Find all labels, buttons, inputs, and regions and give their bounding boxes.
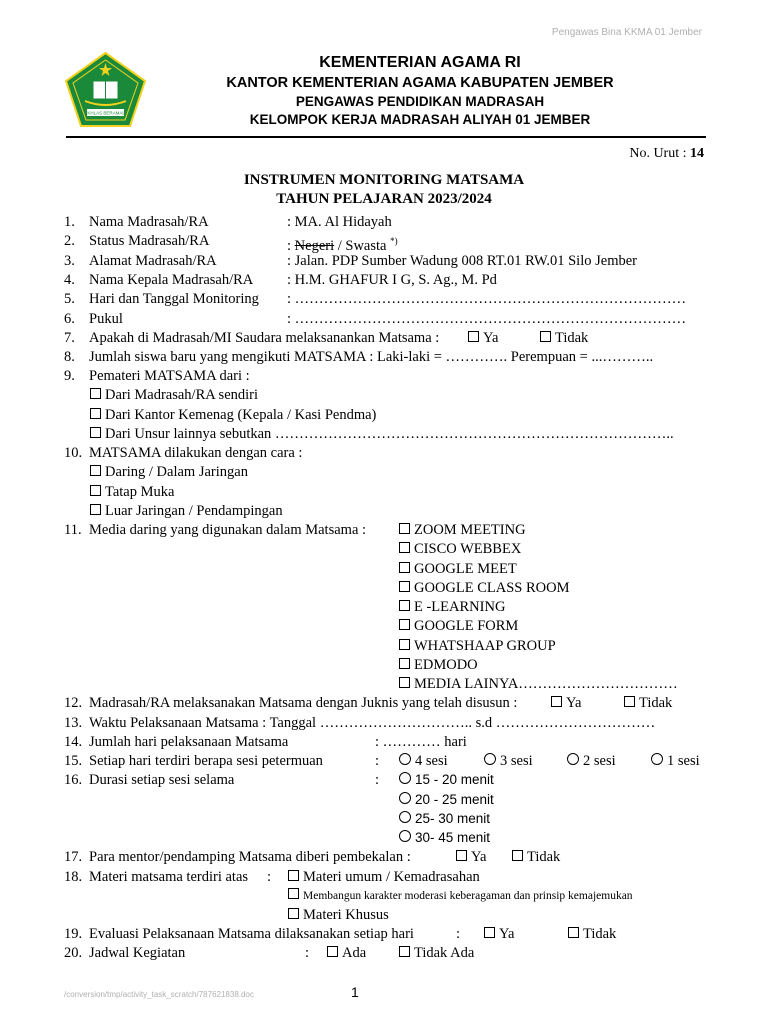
radio-sesi-3[interactable] <box>484 752 533 770</box>
option-label: 25- 30 menit <box>415 811 491 826</box>
option-media-2[interactable] <box>399 560 517 578</box>
logo-motto: IKHLAS BERAMAL <box>86 110 125 116</box>
ministry-title: KEMENTERIAN AGAMA RI <box>319 54 521 71</box>
checkbox-icon <box>399 639 410 650</box>
option-media-5[interactable] <box>399 617 518 635</box>
radio-durasi-0[interactable] <box>399 771 494 789</box>
radio-icon <box>567 753 579 765</box>
checkbox-ya[interactable] <box>468 329 498 347</box>
item-number: 3. <box>64 253 75 269</box>
checkbox-icon <box>399 581 410 592</box>
option-label: 3 sesi <box>500 753 533 769</box>
radio-sesi-2[interactable] <box>567 752 616 770</box>
item-number: 5. <box>64 291 75 307</box>
option-label: Tidak <box>639 695 673 711</box>
checkbox-ya[interactable] <box>551 694 581 712</box>
option-label: Tidak <box>527 849 561 865</box>
item-value[interactable]: : ………… hari <box>375 734 467 750</box>
option-label: Materi Khusus <box>303 907 389 923</box>
option-label: Ada <box>342 945 367 961</box>
radio-icon <box>399 792 411 804</box>
option-label: GOOGLE FORM <box>414 618 519 634</box>
checkbox-icon <box>399 619 410 630</box>
option-label: Materi umum / Kemadrasahan <box>303 869 480 885</box>
item-label: Pemateri MATSAMA dari : <box>89 368 250 384</box>
option-label: CISCO WEBBEX <box>414 541 522 557</box>
page-number: 1 <box>351 984 359 1000</box>
item-value: : Jalan. PDP Sumber Wadung 008 RT.01 RW.01 Silo Jember <box>287 253 637 269</box>
footer-file-path: /conversion/tmp/activity_task_scratch/787621838.doc <box>64 990 254 999</box>
item-number: 20. <box>64 945 83 961</box>
item-label: Para mentor/pendamping Matsama diberi pembekalan : <box>89 849 411 865</box>
kemenag-logo <box>63 51 148 128</box>
option-media-4[interactable] <box>399 598 505 616</box>
value-prefix: : <box>287 237 295 254</box>
checkbox-tidak[interactable] <box>540 329 588 347</box>
checkbox-icon <box>327 946 338 957</box>
office-title: KANTOR KEMENTERIAN AGAMA KABUPATEN JEMBER <box>226 75 614 91</box>
radio-durasi-1[interactable] <box>399 791 494 809</box>
option-label: Tidak Ada <box>414 945 475 961</box>
checkbox-icon <box>512 850 523 861</box>
checkbox-icon <box>568 927 579 938</box>
checkbox-icon <box>288 870 299 881</box>
item-label: Durasi setiap sesi selama <box>89 772 235 788</box>
item-label: Madrasah/RA melaksanakan Matsama dengan Juknis yang telah disusun : <box>89 695 518 711</box>
item-label: Alamat Madrasah/RA <box>89 253 217 269</box>
option-label: 1 sesi <box>667 753 700 769</box>
item-number: 4. <box>64 272 75 288</box>
option-label: 4 sesi <box>415 753 448 769</box>
option-media-3[interactable] <box>399 579 570 597</box>
option-label: Ya <box>499 926 515 942</box>
item-number: 8. <box>64 349 75 365</box>
checkbox-icon <box>288 888 299 899</box>
checkbox-icon <box>90 504 101 515</box>
item-label: Apakah di Madrasah/MI Saudara melaksanankan Matsama : <box>89 330 440 346</box>
radio-icon <box>399 753 411 765</box>
item-value[interactable]: : ……………………………………………………………………… <box>287 311 687 327</box>
option-label: 30- 45 menit <box>415 830 491 845</box>
item-number: 12. <box>64 695 83 711</box>
checkbox-icon <box>624 696 635 707</box>
item-label: Setiap hari terdiri berapa sesi petermuan <box>89 753 323 769</box>
checkbox-icon <box>90 465 101 476</box>
checkbox-icon <box>484 927 495 938</box>
item-label: Status Madrasah/RA <box>89 233 210 249</box>
item-number: 14. <box>64 734 83 750</box>
value-rest: / Swasta <box>334 237 391 254</box>
item-number: 16. <box>64 772 83 788</box>
colon: : <box>456 926 461 942</box>
item-label: MATSAMA dilakukan dengan cara : <box>89 445 303 461</box>
item-number: 13. <box>64 715 83 731</box>
option-label: Dari Unsur lainnya sebutkan ……………………………………………………………………….. <box>105 426 674 442</box>
supervisor-title: PENGAWAS PENDIDIKAN MADRASAH <box>295 94 545 109</box>
option-label: WHATSHAAP GROUP <box>414 638 556 654</box>
checkbox-icon <box>399 946 410 957</box>
radio-icon <box>651 753 663 765</box>
checkbox-ya[interactable] <box>456 848 486 866</box>
option-label: Daring / Dalam Jaringan <box>105 464 248 480</box>
checkbox-icon <box>399 542 410 553</box>
item-value: : H.M. GHAFUR I G, S. Ag., M. Pd <box>287 272 497 288</box>
item-number: 17. <box>64 849 83 865</box>
checkbox-icon <box>399 562 410 573</box>
option-label: ZOOM MEETING <box>414 522 526 538</box>
item-label: Jadwal Kegiatan <box>89 945 186 961</box>
item-number: 15. <box>64 753 83 769</box>
option-media-1[interactable] <box>399 540 521 558</box>
checkbox-icon <box>468 331 479 342</box>
checkbox-icon <box>399 523 410 534</box>
item-number: 1. <box>64 214 75 230</box>
checkbox-icon <box>90 427 101 438</box>
option-label: Tidak <box>583 926 617 942</box>
option-media-8[interactable] <box>399 675 678 693</box>
item-number: 6. <box>64 311 75 327</box>
checkbox-tidak[interactable] <box>624 694 672 712</box>
checkbox-ya[interactable] <box>484 925 514 943</box>
item-number: 11. <box>64 522 82 538</box>
colon: : <box>375 753 380 769</box>
option-media-7[interactable] <box>399 656 478 674</box>
colon: : <box>267 869 272 885</box>
radio-icon <box>399 811 411 823</box>
no-urut <box>629 146 704 162</box>
option-label: GOOGLE CLASS ROOM <box>414 580 570 596</box>
radio-sesi-4[interactable] <box>399 752 448 770</box>
option-label: Ya <box>566 695 582 711</box>
option-label: Dari Madrasah/RA sendiri <box>105 387 259 403</box>
option-label: Membangun karakter moderasi keberagaman dan prinsip kemajemukan <box>303 890 633 902</box>
footnote-mark: *) <box>390 236 398 246</box>
item-label: Jumlah hari pelaksanaan Matsama <box>89 734 289 750</box>
radio-icon <box>399 830 411 842</box>
item-label[interactable]: Waktu Pelaksanaan Matsama : Tanggal ………………………….. s.d …………………………… <box>89 715 656 731</box>
option-label: 20 - 25 menit <box>415 792 494 807</box>
option-label: Dari Kantor Kemenag (Kepala / Kasi Pendma) <box>105 407 377 423</box>
item-label: Hari dan Tanggal Monitoring <box>89 291 259 307</box>
checkbox-icon <box>90 485 101 496</box>
option-materi-umum[interactable] <box>288 868 480 886</box>
item-label: Media daring yang digunakan dalam Matsama : <box>89 522 367 538</box>
option-label: MEDIA LAINYA…………………………… <box>414 676 678 692</box>
checkbox-ada[interactable] <box>327 944 366 962</box>
option-label: GOOGLE MEET <box>414 561 517 577</box>
item-number: 7. <box>64 330 75 346</box>
no-urut-value: 14 <box>690 146 704 161</box>
document-title: INSTRUMEN MONITORING MATSAMA <box>243 172 525 188</box>
checkbox-icon <box>90 388 101 399</box>
option-label: Luar Jaringan / Pendampingan <box>105 503 283 519</box>
option-materi-khusus[interactable] <box>288 906 389 924</box>
item-number: 9. <box>64 368 75 384</box>
radio-durasi-2[interactable] <box>399 810 490 828</box>
item-value[interactable]: : ……………………………………………………………………… <box>287 291 687 307</box>
option-label: Ya <box>483 330 499 346</box>
option-materi-karakter[interactable] <box>288 887 633 905</box>
header-divider <box>66 136 706 138</box>
option-label: Ya <box>471 849 487 865</box>
checkbox-tidak-ada[interactable] <box>399 944 474 962</box>
option-label: 15 - 20 menit <box>415 772 494 787</box>
option-label: EDMODO <box>414 657 478 673</box>
checkbox-icon <box>399 677 410 688</box>
radio-icon <box>484 753 496 765</box>
checkbox-icon <box>551 696 562 707</box>
option-label: Tidak <box>555 330 589 346</box>
option-media-0[interactable] <box>399 521 526 539</box>
item-label: Pukul <box>89 311 123 327</box>
no-urut-label: No. Urut : <box>629 146 687 161</box>
colon: : <box>305 945 310 961</box>
item-number: 2. <box>64 233 75 249</box>
checkbox-tidak[interactable] <box>568 925 616 943</box>
option-media-6[interactable] <box>399 637 556 655</box>
struck-option: Negeri <box>294 237 335 254</box>
item-label: Nama Kepala Madrasah/RA <box>89 272 254 288</box>
checkbox-icon <box>288 908 299 919</box>
checkbox-icon <box>399 658 410 669</box>
radio-icon <box>399 772 411 784</box>
colon: : <box>375 772 380 788</box>
checkbox-icon <box>90 408 101 419</box>
item-label[interactable]: Jumlah siswa baru yang mengikuti MATSAMA : Laki-laki = …………. Perempuan = ...……….. <box>89 349 654 365</box>
item-number: 10. <box>64 445 83 461</box>
document-subtitle: TAHUN PELAJARAN 2023/2024 <box>276 191 492 207</box>
option-label: Tatap Muka <box>105 484 175 500</box>
working-group-title: KELOMPOK KERJA MADRASAH ALIYAH 01 JEMBER <box>249 112 591 127</box>
checkbox-icon <box>456 850 467 861</box>
item-number: 18. <box>64 869 83 885</box>
checkbox-icon <box>540 331 551 342</box>
radio-sesi-1[interactable] <box>651 752 700 770</box>
item-label: Materi matsama terdiri atas <box>89 869 249 885</box>
header-corner-note: Pengawas Bina KKMA 01 Jember <box>551 27 702 38</box>
checkbox-icon <box>399 600 410 611</box>
item-value: : MA. Al Hidayah <box>287 214 392 230</box>
item-number: 19. <box>64 926 83 942</box>
option-label: 2 sesi <box>583 753 616 769</box>
option-label: E -LEARNING <box>414 599 506 615</box>
radio-durasi-3[interactable] <box>399 829 490 847</box>
checkbox-tidak[interactable] <box>512 848 560 866</box>
item-label: Evaluasi Pelaksanaan Matsama dilaksanakan setiap hari <box>89 926 414 942</box>
item-label: Nama Madrasah/RA <box>89 214 209 230</box>
